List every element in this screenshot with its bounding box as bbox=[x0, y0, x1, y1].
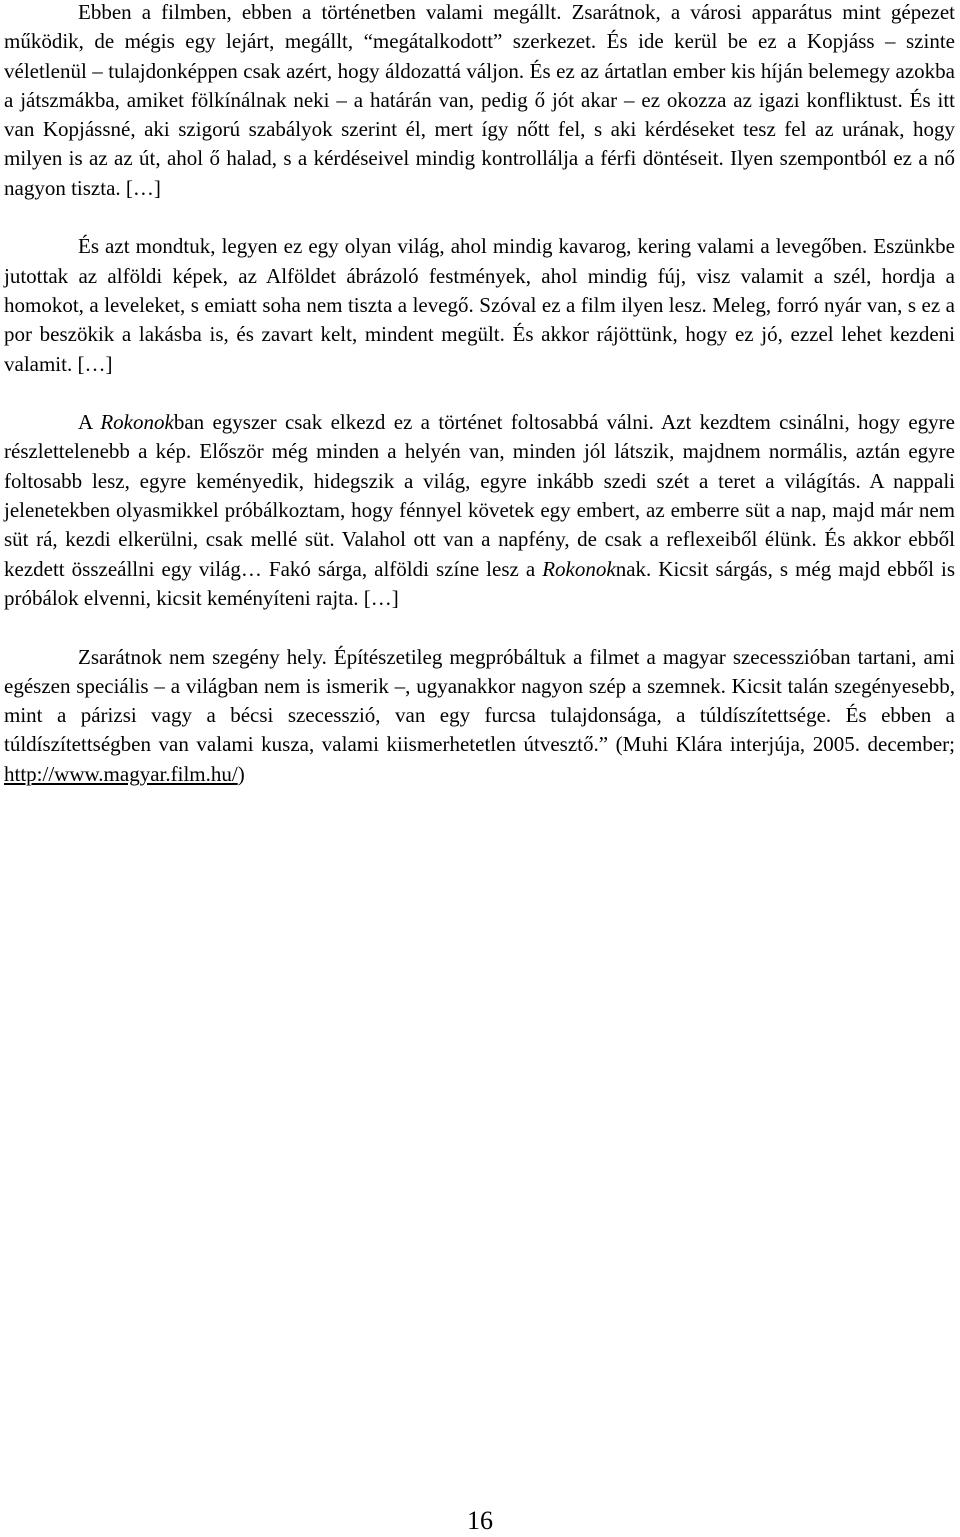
paragraph-4 bbox=[4, 643, 955, 789]
paragraph-3-text-start: A bbox=[78, 410, 101, 435]
paragraph-1 bbox=[4, 0, 955, 203]
paragraph-4-text: Zsarátnok nem szegény hely. Építészetileg megpróbáltuk a filmet a magyar szecesszióban tartani, ami egészen speciális – a világban nem is ismerik –, ugyanakkor nagyon szép a szemnek. Kicsit talán szegényesebb, mint a párizsi vagy a bécsi szecesszió, van egy furcsa tulajdonsága, a túldíszítettsége. És ebben a túldíszítettségben van valami kusza, valami kiismerhetetlen útvesztő.” (Muhi Klára interjúja, 2005. december; bbox=[4, 644, 955, 757]
paragraph-3-text-middle: ban egyszer csak elkezd ez a történet foltosabbá válni. Azt kezdtem csinálni, hogy egyre részlettelenebb a kép. Először még minden a helyén van, minden jól látszik, majdnem normális, aztán egyre foltosabb lesz, egyre keményedik, hidegszik a világ, egyre inkább szedi szét a teret a világítás. A nappali jelenetekben olyasmikkel próbálkoztam, hogy fénnyel követek egy embert, az emberre süt a nap, majd már nem süt rá, kezdi elkerülni, csak mellé süt. Valahol ott van a napfény, de csak a reflexeiből élünk. És akkor ebből kezdett összeállni egy világ… Fakó sárga, alföldi színe lesz a bbox=[4, 410, 955, 581]
paragraph-1-text: Ebben a filmben, ebben a történetben valami megállt. Zsarátnok, a városi apparátus mint gépezet működik, de mégis egy lejárt, megállt, “megátalkodott” szerkezet. És ide kerül be ez a Kopjáss – szinte véletlenül – tulajdonképpen csak azért, hogy áldozattá váljon. És ez az ártatlan ember kis híján belemegy azokba a játszmákba, amiket fölkínálnak neki – a határán van, pedig ő jót akar – ez okozza az igazi konfliktust. És itt van Kopjássné, aki szigorú szabályok szerint él, mert így nőtt fel, s aki kérdéseket tesz fel az urának, hogy milyen is az az út, ahol ő halad, s a kérdéseivel mindig kontrollálja a férfi döntéseit. Ilyen szempontból ez a nő nagyon tiszta. […] bbox=[4, 0, 955, 200]
source-link[interactable]: http://www.magyar.film.hu/ bbox=[4, 761, 238, 786]
paragraph-2 bbox=[4, 232, 955, 378]
film-title-italic: Rokonok bbox=[100, 410, 174, 435]
document-page bbox=[4, 0, 955, 789]
paragraph-3-text-end: nak. Kicsit sárgás, s még majd ebből is próbálok elvenni, kicsit keményíteni rajta. […] bbox=[4, 556, 956, 610]
paragraph-2-text: És azt mondtuk, legyen ez egy olyan világ, ahol mindig kavarog, kering valami a levegőben. Eszünkbe jutottak az alföldi képek, az Alföldet ábrázoló festmények, ahol mindig fúj, visz valamit a szél, hordja a homokot, a leveleket, s emiatt soha nem tiszta a levegő. Szóval ez a film ilyen lesz. Meleg, forró nyár van, s ez a por beszökik a lakásba is, és zavart kelt, mindent megült. És akkor rájöttünk, hogy ez jó, ezzel lehet kezdeni valamit. […] bbox=[4, 234, 955, 376]
film-title-italic-second: Rokonok bbox=[542, 556, 616, 581]
paragraph-4-tail: ) bbox=[237, 761, 245, 786]
paragraph-3 bbox=[4, 408, 955, 613]
page-number: 16 bbox=[467, 1506, 493, 1535]
